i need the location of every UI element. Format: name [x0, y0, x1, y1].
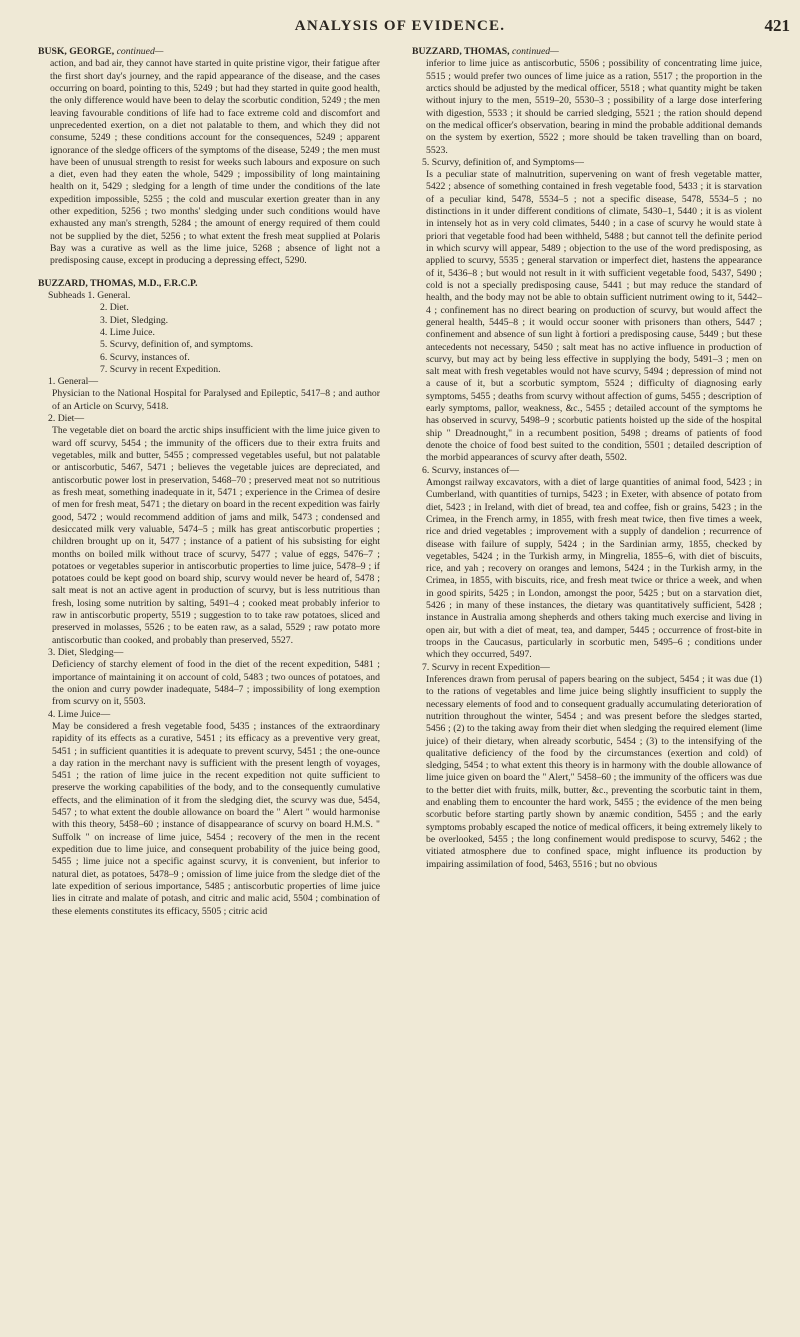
section-6-title: 6. Scurvy, instances of— [422, 464, 520, 476]
right-column [412, 46, 762, 871]
subhead-item: 6. Scurvy, instances of. [100, 351, 190, 363]
section-6-text: Amongst railway excavators, with a diet of large quantities of animal food, 5423 ; in Cumberland, with quantities of turnips, 5423 ; in Exeter, with absence of potato from diet, 5423 ; in Ireland, with diet of bread, tea and coffee, fish or grains, 5423 ; in the Crimea, in the French army, in 1855, with fresh meat twice, then five times a week, rice and dried vegetables ; improvement with a supply of dandelion ; recurrence of disease with failure of supply, 5424 ; in the Sardinian army, 1855, checked by vegetables, 5424 ; in the Turkish army, in Mingrelia, 1855–6, with diet of biscuits, rice, and yah ; recovery on oranges and lemons, 5424 ; in the Turkish army, in the Crimea, in 1855, with biscuits, rice, and fresh meat twice or thrice a week, and when in good spirits, 5425 ; in London, amongst the poor, 5425 ; but on a starvation diet, 5426 ; in many of these instances, the dietary was quantitatively sufficient, 5428 ; instance in Australia among shepherds and others taking much exercise and living in open air, but with a diet of meat, tea, and damper, 5445 ; occurrence of frost-bite in troops in the Caucasus, particularly in scorbutic men, 5495–6 ; conditions under which they occurred, 5497. [426, 476, 762, 661]
buzzard-continued: continued— [511, 46, 559, 57]
section-4-title: 4. Lime Juice— [48, 708, 111, 720]
buzzard-name: BUZZARD, THOMAS, [412, 46, 510, 57]
section-5-title: 5. Scurvy, definition of, and Symptoms— [422, 156, 584, 168]
busk-heading [38, 46, 380, 58]
left-column [38, 46, 380, 918]
busk-continued: continued— [116, 46, 164, 57]
section-2-title: 2. Diet— [48, 413, 85, 425]
buzzard-continued-heading [412, 46, 762, 58]
subheads-label: Subheads 1. General. [48, 289, 131, 301]
section-3-title: 3. Diet, Sledging— [48, 647, 124, 658]
section-3-text: Deficiency of starchy element of food in the diet of the recent expedition, 5481 ; importance of maintaining it on account of cold, 5483 ; two ounces of potatoes, and the onion and curry powder inadequate, 5484–7 ; impossibility of long exemption from scurvy on it, 5503. [52, 659, 380, 708]
busk-entry-text: action, and bad air, they cannot have started in quite pristine vigor, their fatigue after the first short day's journey, and the rapid appearance of the disease, and the cases occurring on board, pointing to this, 5249 ; but had they started in quite good health, the only difference would have been to delay the scorbutic condition, 5249 ; the men leaving favourable conditions of life had to face extreme cold and discomfort and unprecedented exertion, on a diet not palatable to them, and which they did not consume, 5249 ; these conditions account for the consequences, 5249 ; apparent ignorance of the sledge officers of the symptoms of the disease, 5249 ; the men must have been of unusual strength to resist for weeks such labours and exposure on such a diet, even had they eaten the whole, 5429 ; impossibility of long maintaining health on it, 5429 ; sledging for a length of time under the conditions of the late expedition impossible, 5255 ; the cold and muscular exertion greater than in any other expedition, 5256 ; two months' sledging under such conditions would have exhausted any man's strength, 5284 ; the amount of energy required of them could not be supplied by the diet, 5256 ; to what extent the fresh meat supplied at Polaris Bay was a curative as well as the lime juice, 5268 ; absence of light not a predisposing cause, except in producing a depressing effect, 5290. [50, 58, 380, 267]
busk-name: BUSK, GEORGE, [38, 46, 115, 57]
subhead-item: 4. Lime Juice. [100, 326, 155, 338]
section-2-text: The vegetable diet on board the arctic ships insufficient with the lime juice given to ward off scurvy, 5454 ; the immunity of the officers due to their extra fruits and vegetables, milk and butter, 5455 ; compressed vegetables useful, but not palatable or antiscorbutic, 5467, 5471 ; believes the vegetable juices are depreciated, and antiscorbutic power lost in preservation, 5468–70 ; preserved meat not so nutritious as fresh meat, something inadequate in it, 5471 ; experience in the Crimea of desire of men for fresh meat, 5471 ; the dietary on board in the recent expedition was fairly good, 5472 ; would recommend addition of jams and milk, 5473 ; condensed and desiccated milk very valuable, 5474–5 ; milk has great antiscorbutic properties ; children brought up on it, 5477 ; instance of a patient of his subsisting for eight months on boiled milk without trace of scurvy, 5477 ; value of eggs, 5476–7 ; potatoes or vegetables superior in antiscorbutic properties to lime juice, 5478–9 ; if potatoes could be kept good on board ship, scurvy would never be heard of, 5478 ; salt meat is not an active agent in production of scurvy, but is less nutritious than fresh, losing some nutrition by salting, 5491–4 ; cooked meat probably inferior to raw in antiscorbutic property, 5519 ; suggestion to to take raw potatoes, sliced and preserved in molasses, 5526 ; to be eaten raw, as a salad, 5529 ; raw potato more antiscorbutic than cooked, and probably than preserved, 5527. [52, 425, 380, 646]
subhead-item: 3. Diet, Sledging. [100, 314, 169, 326]
section-7-title: 7. Scurvy in recent Expedition— [422, 661, 550, 673]
running-head-title: ANALYSIS OF EVIDENCE. [294, 18, 506, 34]
section-7-text: Inferences drawn from perusal of papers bearing on the subject, 5454 ; it was due (1) to the rations of vegetables and lime juice being slightly insufficient to supply the necessary elements of food and to consequent gradually accumulating deterioration of nutrition throughout the winter, 5454 ; and was present before the sledges started, 5456 ; (2) to the taking away from their diet when sledging the required element (lime juice) of their dietary, when already scorbutic, 5454 ; (3) to the intensifying of the qualitative deficiency of the food by the circumstances (exertion and cold) of sledging, 5454 ; to what extent this theory is in harmony with the double allowance of lime juice given on board the " Alert," 5458–60 ; the immunity of the officers was due to the better diet with fruits, milk, butter, &c., preventing the scorbutic taint in them, and enabling them to encounter the hard work, 5455 ; the evidence of the men being scorbutic before starting partly shown by anæmic condition, 5455 ; and the early symptoms probably escaped the notice of medical officers, it being extremely likely to be overlooked, 5455 ; the long confinement would predispose to scurvy, 5462 ; the vitiated atmosphere due to confined space, might influence its production by impairing assimilation of food, 5463, 5516 ; but no obvious [426, 673, 762, 870]
subhead-item: 5. Scurvy, definition of, and symptoms. [100, 339, 254, 351]
page-number: 421 [764, 16, 790, 35]
section-1-title: 1. General— [48, 376, 99, 388]
running-head [0, 14, 800, 42]
section-4-text: May be considered a fresh vegetable food, 5435 ; instances of the extraordinary rapidity of its effects as a curative, 5451 ; its efficacy as a preventive very great, 5451 ; in sufficient quantities it is adequate to prevent scurvy, 5451 ; the one-ounce a day ration in the merchant navy is sufficient with the present length of voyages, 5451 ; the ration of lime juice in the recent expedition not quite sufficient to preserve the working capabilities of the body, and to the consequently cumulative effects, and the elimination of it from the sledging diet, the scurvy was due, 5454, 5457 ; to what extent the double allowance on board the " Alert " would harmonise with this theory, 5458–60 ; instance of disappearance of scurvy on board H.M.S. " Suffolk " on increase of lime juice, 5454 ; recovery of the men in the recent expedition due to lime juice, and consequent probability of the juice being good, 5455 ; lime juice not a specific against scurvy, it is convenient, but inferior to natural diet, as potatoes, 5478–9 ; omission of lime juice from the sledge diet of the late expedition of serious importance, 5485 ; antiscorbutic properties of lime juice lies in citrate and malate of potash, and citric and malic acid, 5504 ; combination of these elements constitutes its efficacy, 5505 ; citric acid [52, 720, 380, 917]
section-1-text: Physician to the National Hospital for Paralysed and Epileptic, 5417–8 ; and author of an Article on Scurvy, 5418. [52, 388, 380, 412]
buzzard-heading: BUZZARD, THOMAS, M.D., F.R.C.P. [38, 277, 198, 289]
section-5-text: Is a peculiar state of malnutrition, supervening on want of fresh vegetable matter, 5422 ; absence of something contained in fresh vegetable food, 5433 ; it is starvation of a peculiar kind, 5478, 5534–5 ; not a specific disease, 5478, 5534–5 ; no distinctions in it under different conditions of climate, 5430–1, 5440 ; it is as violent in intensely hot as in very cold climates, 5440 ; in a case of scurvy he would state à priori that vegetable food had been withheld, 5488 ; but cannot tell the definite period in which scurvy will appear, 5489 ; objection to the use of the word predisposing, as applied to scurvy, 5535 ; general starvation or imperfect diet, hastens the appearance of it, 5436–8 ; but would not result in it with sufficient vegetable food, 5437, 5490 ; cold is not a specially predisposing cause, 5441 ; but may reduce the standard of health, and the body may not be able to obtain sufficient nutriment owing to it, 5442–4 ; confinement has no direct bearing on production of scurvy, but would affect the general health, 5445–8 ; it would occur sooner with prisoners than others, 5447 ; confinement and absence of sun light à fortiori a predisposing cause, 5449 ; but these antecedents not necessary, 5450 ; salt meat has no active influence in production of scurvy, but may act by being less effective in supplying the body, 5491–3 ; men on salt meat with fresh vegetables would not have scurvy, 5494 ; depression of mind not a cause of it, but a scorbutic symptom, 5524 ; difficulty of diagnosing early symptoms, 5455 ; deaths from scurvy without affection of gums, 5455 ; description of early symptoms, pallor, weakness, &c., 5455 ; detailed account of the symptoms he has observed in scurvy, 5498–9 ; scorbutic patients hoisted up the side of the hospital ship " Dreadnought," in a recumbent position, 5498 ; dreams of patients of food denote the choice of food best suited to the condition, 5501 ; detailed description of the morbid appearances of scurvy after death, 5502. [426, 169, 762, 464]
subhead-item: 7. Scurvy in recent Expedition. [100, 363, 221, 375]
subhead-item: 2. Diet. [100, 302, 129, 314]
section-4-continued-text: inferior to lime juice as antiscorbutic, 5506 ; possibility of concentrating lime juice, 5515 ; would prefer two ounces of lime juice as a ration, 5517 ; the proportion in the arctics should be adjusted by the medical officer, 5518 ; what quantity might be taken without injury to the men, 5519–20, 5530–3 ; possibility of a large dose interfering with digestion, 5533 ; it should be carried sledging, 5521 ; the ration should depend on the medical officer's observation, bearing in mind the probable additional demands on the system by exertion, 5522 ; more should be taken travelling than on board, 5523. [426, 58, 762, 156]
